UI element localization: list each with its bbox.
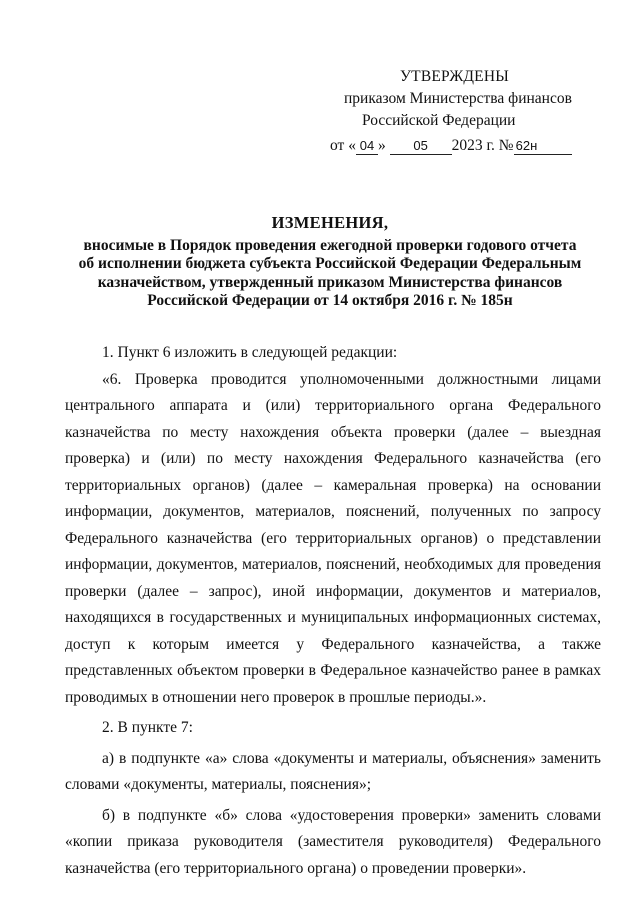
paragraph-2: «6. Проверка проводится уполномоченными должностными лицами центрального аппарата и (или) территориального органа Федерального казначейства по месту нахождения объекта проверки (далее – выездная проверка) и (или) по месту нахождения Федерального казначейства (его территориальных органов) (далее – камеральная проверка) на основании информации, документов, материалов, пояснений, полученных по запросу Федерального казначейства (его территориальных органов) о представлении информации, документов, материалов, пояснений, необходимых для проведения проверки (далее – запрос), иной информации, документов и материалов, находящихся в государственных и муниципальных информационных системах, доступ к которым имеется у Федерального казначейства, а также представленных объектом проверки в Федеральное казначейство ранее в рамках проводимых в отношении него проверок в прошлые периоды.».: [65, 370, 601, 706]
document-body: [65, 340, 601, 882]
date-month: 05: [390, 138, 452, 155]
approval-line-order: приказом Министерства финансов: [344, 90, 572, 107]
heading-title: ИЗМЕНЕНИЯ,: [271, 213, 389, 232]
approval-line-country: Российской Федерации: [362, 112, 516, 129]
date-prefix: от «: [330, 137, 356, 154]
heading-line: об исполнении бюджета субъекта Российской Федерации Федеральным: [78, 255, 582, 272]
approval-stamp: [300, 66, 600, 157]
paragraph-5: б) в подпункте «б» слова «удостоверения проверки» заменить словами «копии приказа руководителя (заместителя руководителя) Федерального казначейства (его территориального органа) о проведении проверки».: [65, 806, 601, 877]
document-heading: [60, 214, 600, 311]
date-day: 04: [356, 138, 378, 155]
date-year: 2023 г. №: [451, 137, 514, 154]
heading-line: казначейством, утвержденный приказом Министерства финансов: [97, 273, 563, 291]
date-mid: »: [377, 137, 386, 154]
approval-date-line: [330, 135, 600, 157]
approval-title: УТВЕРЖДЕНЫ: [400, 68, 509, 85]
heading-line: вносимые в Порядок проведения ежегодной проверки годового отчета: [83, 236, 577, 254]
heading-line: Российской Федерации от 14 октября 2016 г. № 185н: [147, 292, 513, 309]
paragraph-3: 2. В пункте 7:: [102, 719, 193, 736]
paragraph-4: а) в подпункте «а» слова «документы и материалы, объяснения» заменить словами «документы, материалы, пояснения»;: [65, 749, 601, 793]
paragraph-1: 1. Пункт 6 изложить в следующей редакции:: [102, 344, 398, 361]
order-number: 62н: [514, 138, 572, 155]
